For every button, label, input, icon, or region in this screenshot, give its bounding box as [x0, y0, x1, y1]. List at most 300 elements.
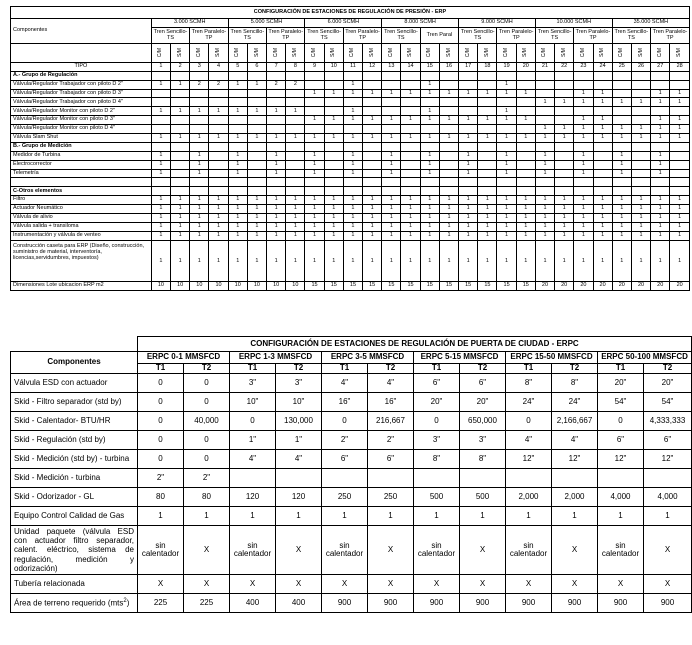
erp-cell [247, 116, 266, 125]
erp-cell: 1 [516, 134, 535, 143]
erp-cell: 1 [612, 151, 631, 160]
erp-cell: 15 [401, 281, 420, 290]
erp-tipo-number: 17 [459, 62, 478, 71]
erp-cell [555, 71, 574, 80]
erp-cell: 1 [267, 134, 286, 143]
erpc-cell: 900 [368, 594, 414, 613]
erpc-cell: 4" [552, 431, 598, 450]
erp-section-label: C-Otros elementos [11, 187, 152, 196]
erp-tipo-number: 11 [343, 62, 362, 71]
erp-cell: 15 [497, 281, 516, 290]
erp-cell [247, 160, 266, 169]
erp-cell: 20 [535, 281, 554, 290]
erpc-cell: 900 [644, 594, 692, 613]
erp-cell [401, 169, 420, 178]
erp-cell: 1 [593, 125, 612, 134]
erpc-cell: 4,333,333 [644, 412, 692, 431]
erp-cell: 1 [305, 160, 324, 169]
erp-cell: 1 [612, 222, 631, 231]
erpc-cell: X [184, 526, 230, 575]
erpc-cell: 6" [598, 431, 644, 450]
erp-cell: 1 [228, 240, 247, 281]
erp-code-cell [305, 43, 324, 62]
erpc-cell: 6" [414, 374, 460, 393]
erpc-cell: 120 [276, 488, 322, 507]
erp-cell [516, 160, 535, 169]
erp-cell [190, 178, 209, 187]
erp-cell [401, 107, 420, 116]
erp-cell: 1 [209, 196, 228, 205]
erp-cell [516, 178, 535, 187]
erpc-cell: 0 [138, 412, 184, 431]
erp-cell: 1 [651, 222, 670, 231]
erp-cell [516, 107, 535, 116]
erp-cell [324, 178, 343, 187]
erp-cell: 1 [190, 107, 209, 116]
erp-cell [171, 178, 190, 187]
erp-code-text: C/M [311, 48, 318, 58]
erpc-cell: 12" [552, 450, 598, 469]
erp-cell: 1 [401, 134, 420, 143]
erp-tren-header: Tren Sencillo-TS [228, 27, 266, 43]
erp-cell: 1 [497, 134, 516, 143]
erpc-cell: 400 [276, 594, 322, 613]
erp-cell: 1 [439, 205, 458, 214]
erp-cell: 1 [439, 240, 458, 281]
erp-cell: 1 [343, 231, 362, 240]
erp-cell [459, 125, 478, 134]
erp-cell: 1 [670, 196, 690, 205]
erp-group-header: 5.000 SCMH [228, 19, 305, 28]
erp-cell: 1 [478, 89, 497, 98]
erp-row-label: Construcción caseta para ERP (Diseño, construcción, suministro de material, interventoría, licencias,servidumbres, impuestos) [11, 240, 152, 281]
erp-cell: 1 [478, 231, 497, 240]
erp-cell: 1 [151, 205, 170, 214]
erpc-cell: 0 [138, 374, 184, 393]
erp-cell [363, 125, 382, 134]
erpc-cell: X [598, 575, 644, 594]
erp-cell [382, 107, 401, 116]
erp-cell: 1 [324, 240, 343, 281]
erp-cell [670, 169, 690, 178]
erpc-cell: 225 [184, 594, 230, 613]
erp-cell: 1 [459, 231, 478, 240]
erp-cell [439, 187, 458, 196]
erpc-components-header: Componentes [11, 352, 138, 374]
erp-cell: 1 [151, 231, 170, 240]
erp-tren-header: Tren Sencillo-TS [382, 27, 420, 43]
erp-code-cell [516, 43, 535, 62]
erp-cell [151, 71, 170, 80]
erp-cell: 1 [267, 196, 286, 205]
erp-cell: 1 [574, 222, 593, 231]
erpc-cell [276, 469, 322, 488]
erp-cell: 1 [190, 196, 209, 205]
erpc-cell: 20" [460, 393, 506, 412]
erp-cell: 1 [228, 214, 247, 223]
erp-cell: 1 [535, 160, 554, 169]
erpc-row-label-text: Skid - Medición (std by) - turbina [14, 453, 130, 463]
erp-cell: 20 [555, 281, 574, 290]
erp-cell: 1 [382, 205, 401, 214]
erp-cell [631, 116, 650, 125]
erpc-cell: 2" [138, 469, 184, 488]
erp-cell: 1 [420, 151, 439, 160]
erp-code-cell [612, 43, 631, 62]
erp-cell: 1 [535, 222, 554, 231]
erp-code-cell [151, 43, 170, 62]
erp-cell: 15 [343, 281, 362, 290]
erpc-row-label-text: Válvula ESD con actuador [14, 377, 108, 387]
erpc-cell: 1" [276, 431, 322, 450]
erp-code-label-cell [11, 43, 152, 62]
erp-cell [420, 98, 439, 107]
erp-cell [631, 160, 650, 169]
erp-cell [670, 151, 690, 160]
erp-cell [209, 178, 228, 187]
erp-cell: 1 [420, 160, 439, 169]
erp-cell: 1 [305, 151, 324, 160]
erp-cell [478, 98, 497, 107]
erp-cell [305, 71, 324, 80]
erp-cell: 1 [555, 125, 574, 134]
erp-cell: 1 [209, 231, 228, 240]
erp-cell: 1 [631, 196, 650, 205]
erp-cell [324, 71, 343, 80]
erp-cell: 1 [574, 125, 593, 134]
erp-cell: 1 [228, 134, 247, 143]
erp-row-label: Actuador Neumático [11, 205, 152, 214]
erp-cell [305, 125, 324, 134]
erpc-cell: X [276, 526, 322, 575]
erpc-cell: 900 [552, 594, 598, 613]
erp-cell: 1 [382, 116, 401, 125]
erpc-cell: 40,000 [184, 412, 230, 431]
erpc-cell: 2,000 [552, 488, 598, 507]
erp-cell [593, 187, 612, 196]
erp-cell [535, 107, 554, 116]
erp-cell: 1 [497, 107, 516, 116]
erp-cell [305, 80, 324, 89]
erp-cell: 1 [382, 160, 401, 169]
erp-tipo-number: 1 [151, 62, 170, 71]
erp-cell: 1 [670, 205, 690, 214]
erpc-cell: 24" [506, 393, 552, 412]
erpc-cell: 0 [506, 412, 552, 431]
erp-cell: 1 [209, 107, 228, 116]
erp-cell: 1 [459, 89, 478, 98]
erp-row-label: Electrocorrector [11, 160, 152, 169]
erp-cell [401, 142, 420, 151]
erp-cell: 1 [593, 89, 612, 98]
erp-cell: 1 [420, 80, 439, 89]
erpc-cell: 900 [322, 594, 368, 613]
erp-cell: 1 [305, 89, 324, 98]
erp-code-text: C/M [541, 48, 548, 58]
erp-cell: 1 [497, 222, 516, 231]
erp-cell [401, 178, 420, 187]
erp-cell [247, 187, 266, 196]
erp-cell [651, 142, 670, 151]
erp-cell: 1 [593, 134, 612, 143]
erpc-cell: X [322, 575, 368, 594]
erp-code-text: S/M [599, 48, 606, 58]
erp-cell [459, 71, 478, 80]
erp-cell: 1 [555, 231, 574, 240]
erpc-cell: 2" [322, 431, 368, 450]
erp-cell: 1 [209, 205, 228, 214]
erp-cell: 1 [343, 107, 362, 116]
erpc-cell: sin calentador [230, 526, 276, 575]
erpc-cell [506, 469, 552, 488]
erp-cell: 1 [651, 231, 670, 240]
erp-cell: 1 [459, 205, 478, 214]
erp-cell: 1 [593, 196, 612, 205]
erp-cell: 1 [555, 196, 574, 205]
erp-cell: 1 [343, 222, 362, 231]
erp-cell [343, 142, 362, 151]
erp-cell [574, 187, 593, 196]
erpc-row-label [11, 412, 138, 431]
erp-cell: 1 [497, 116, 516, 125]
erp-cell [439, 151, 458, 160]
erp-row-label: Válvula/Regulador Trabajador con piloto D 4" [11, 98, 152, 107]
erp-cell [247, 169, 266, 178]
erp-cell: 1 [401, 222, 420, 231]
erp-tipo-number: 20 [516, 62, 535, 71]
erpc-cell: 20" [598, 374, 644, 393]
erpc-cell: 1 [506, 507, 552, 526]
erp-cell: 20 [651, 281, 670, 290]
erpc-row-label-text: Skid - Calentador- BTU/HR [14, 415, 111, 425]
erp-tipo-number: 12 [363, 62, 382, 71]
erpc-cell: 0 [184, 450, 230, 469]
erp-cell [555, 107, 574, 116]
erpc-cell: 8" [460, 450, 506, 469]
erp-cell: 1 [593, 98, 612, 107]
erp-row-label: Dimensiones Lote ubicacion ERP m2 [11, 281, 152, 290]
erp-cell [516, 125, 535, 134]
erpc-cell: 250 [322, 488, 368, 507]
erp-cell: 1 [228, 80, 247, 89]
erp-cell [209, 89, 228, 98]
erp-cell: 1 [209, 240, 228, 281]
erp-cell: 1 [267, 107, 286, 116]
erpc-cell: 3" [230, 374, 276, 393]
erp-cell: 1 [190, 169, 209, 178]
erp-cell: 1 [420, 169, 439, 178]
erp-cell: 1 [555, 214, 574, 223]
erp-cell [439, 142, 458, 151]
erp-cell: 1 [247, 222, 266, 231]
erp-cell: 1 [631, 240, 650, 281]
erp-code-cell [478, 43, 497, 62]
erp-cell: 20 [631, 281, 650, 290]
erp-cell: 1 [286, 240, 305, 281]
erp-cell: 1 [209, 222, 228, 231]
erp-code-text: S/M [253, 48, 260, 58]
erp-cell [190, 71, 209, 80]
erp-cell [151, 98, 170, 107]
erp-cell: 1 [574, 151, 593, 160]
erp-cell: 1 [228, 169, 247, 178]
erp-row-label: Válvula/Regulador Monitor con piloto D 3" [11, 116, 152, 125]
erp-cell: 1 [651, 125, 670, 134]
erp-cell: 1 [516, 231, 535, 240]
erpc-cell: 1 [276, 507, 322, 526]
erpc-row-label-text: Skid - Regulación (std by) [14, 434, 106, 444]
erpc-cell: X [184, 575, 230, 594]
erp-cell: 1 [343, 196, 362, 205]
erp-cell [209, 142, 228, 151]
erp-cell: 1 [574, 134, 593, 143]
erp-cell: 1 [228, 107, 247, 116]
erpc-cell: 1" [230, 431, 276, 450]
erp-cell: 1 [343, 151, 362, 160]
erp-cell [305, 178, 324, 187]
erp-cell: 1 [497, 169, 516, 178]
erp-cell: 1 [382, 196, 401, 205]
erp-cell: 1 [497, 205, 516, 214]
erpc-cell: 54" [598, 393, 644, 412]
erpc-cell: 900 [506, 594, 552, 613]
erp-code-cell [190, 43, 209, 62]
erp-cell [343, 125, 362, 134]
erp-cell: 1 [651, 160, 670, 169]
erp-cell [401, 125, 420, 134]
erp-cell [228, 116, 247, 125]
erp-cell: 1 [420, 240, 439, 281]
erp-cell: 10 [151, 281, 170, 290]
erp-cell: 10 [209, 281, 228, 290]
erp-cell: 1 [497, 196, 516, 205]
erp-cell: 1 [670, 125, 690, 134]
erp-code-text: S/M [407, 48, 414, 58]
erp-cell: 2 [209, 80, 228, 89]
erp-cell: 15 [305, 281, 324, 290]
erp-cell: 1 [612, 134, 631, 143]
erp-cell: 1 [190, 134, 209, 143]
erp-cell [459, 187, 478, 196]
erp-cell: 1 [267, 240, 286, 281]
erp-cell [324, 98, 343, 107]
erp-cell [631, 80, 650, 89]
erp-cell: 1 [151, 134, 170, 143]
erp-code-cell [593, 43, 612, 62]
erp-cell [651, 178, 670, 187]
erp-cell [555, 187, 574, 196]
erp-cell [171, 71, 190, 80]
erpc-train-header: T2 [184, 364, 230, 374]
erp-code-cell [631, 43, 650, 62]
erp-cell: 1 [459, 222, 478, 231]
erp-cell: 1 [574, 214, 593, 223]
erp-group-header: 35.000 SCMH [612, 19, 689, 28]
erp-cell: 1 [286, 222, 305, 231]
erp-cell: 1 [574, 169, 593, 178]
erp-tipo-number: 27 [651, 62, 670, 71]
erp-cell [286, 187, 305, 196]
erpc-cell: 4,000 [598, 488, 644, 507]
erp-cell: 1 [631, 205, 650, 214]
erp-cell: 1 [324, 214, 343, 223]
erpc-train-header: T1 [598, 364, 644, 374]
erp-cell: 1 [478, 214, 497, 223]
erpc-cell: X [368, 575, 414, 594]
erp-cell: 1 [286, 107, 305, 116]
erp-cell: 1 [420, 89, 439, 98]
erp-cell: 1 [343, 169, 362, 178]
erp-cell [247, 142, 266, 151]
erpc-train-header: T1 [322, 364, 368, 374]
erpc-cell: 120 [230, 488, 276, 507]
erp-group-header: 9.000 SCMH [459, 19, 536, 28]
erp-cell [363, 160, 382, 169]
erp-cell: 1 [459, 116, 478, 125]
erp-cell: 1 [382, 169, 401, 178]
erp-cell [593, 80, 612, 89]
erp-cell: 15 [439, 281, 458, 290]
erpc-cell: 10" [276, 393, 322, 412]
erp-cell [593, 71, 612, 80]
erp-cell [535, 80, 554, 89]
erpc-cell: X [414, 575, 460, 594]
erp-cell: 1 [535, 240, 554, 281]
erp-cell [670, 80, 690, 89]
erpc-cell: 4" [368, 374, 414, 393]
erp-cell: 1 [247, 231, 266, 240]
erp-cell [286, 160, 305, 169]
erp-code-cell [209, 43, 228, 62]
erp-tipo-number: 28 [670, 62, 690, 71]
erp-cell: 1 [305, 169, 324, 178]
erp-cell: 1 [228, 205, 247, 214]
erp-cell: 1 [478, 240, 497, 281]
erp-cell [612, 71, 631, 80]
erp-cell: 1 [631, 222, 650, 231]
erp-tipo-number: 10 [324, 62, 343, 71]
erp-tipo-number: 22 [555, 62, 574, 71]
erp-cell [459, 107, 478, 116]
erp-cell: 1 [267, 214, 286, 223]
erp-cell [420, 71, 439, 80]
erpc-cell: 4" [506, 431, 552, 450]
erp-cell [363, 187, 382, 196]
erp-cell [286, 125, 305, 134]
erpc-cell: 1 [138, 507, 184, 526]
erp-cell: 15 [382, 281, 401, 290]
erp-cell: 1 [343, 214, 362, 223]
erpc-cell: 16" [322, 393, 368, 412]
erp-cell [459, 80, 478, 89]
erpc-cell: 20" [644, 374, 692, 393]
erp-cell: 1 [670, 89, 690, 98]
erpc-train-header: T1 [230, 364, 276, 374]
erp-cell: 1 [363, 240, 382, 281]
erpc-cell: 500 [414, 488, 460, 507]
erp-cell: 1 [535, 151, 554, 160]
erp-cell: 1 [670, 214, 690, 223]
erpc-cell: 4" [276, 450, 322, 469]
erpc-row-label [11, 450, 138, 469]
erp-cell [612, 187, 631, 196]
erp-cell [401, 80, 420, 89]
erp-cell: 1 [516, 205, 535, 214]
erp-cell: 1 [612, 125, 631, 134]
erp-cell [670, 187, 690, 196]
erp-cell: 1 [516, 214, 535, 223]
erp-cell [171, 187, 190, 196]
